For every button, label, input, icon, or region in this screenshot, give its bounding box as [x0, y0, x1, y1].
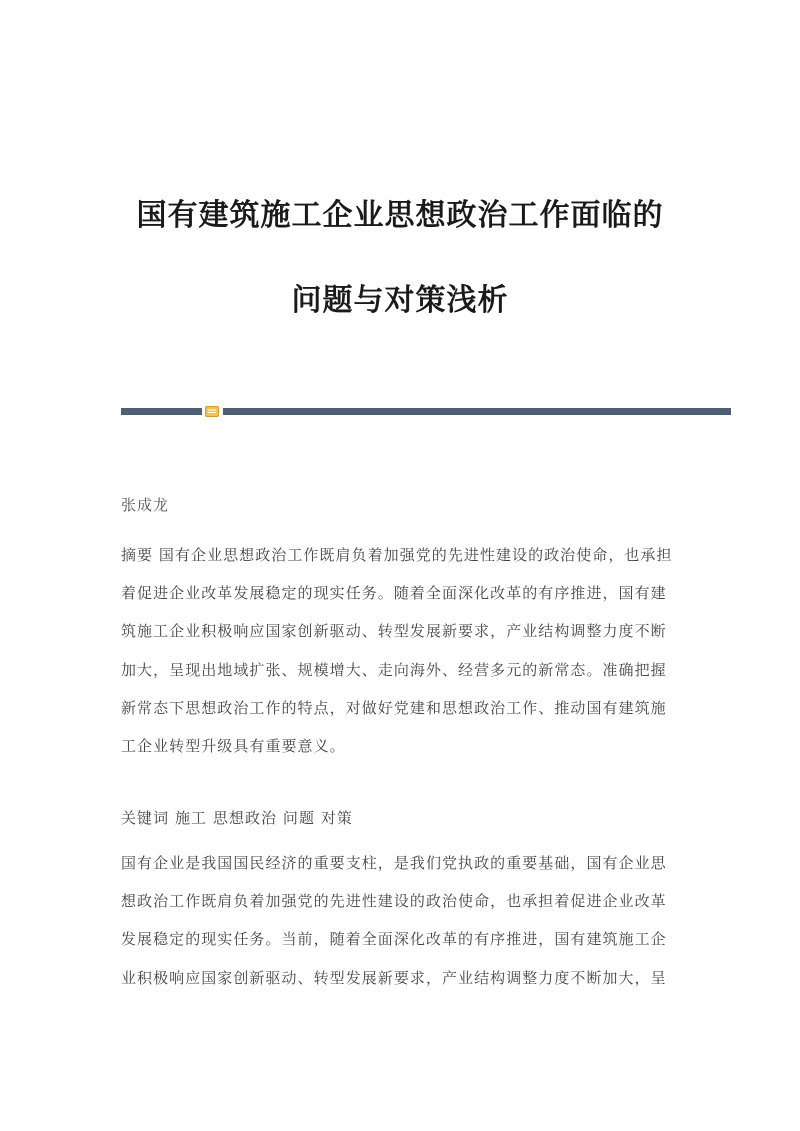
abstract-line: 筑施工企业积极响应国家创新驱动、转型发展新要求，产业结构调整力度不断: [121, 622, 667, 641]
body-line: 业积极响应国家创新驱动、转型发展新要求，产业结构调整力度不断加大，呈: [121, 968, 667, 987]
abstract-line: 着促进企业改革发展稳定的现实任务。随着全面深化改革的有序推进，国有建: [121, 584, 667, 603]
divider-right: [223, 408, 731, 415]
body-paragraph: [121, 844, 681, 997]
abstract-line: 摘要 国有企业思想政治工作既肩负着加强党的先进性建设的政治使命，也承担: [121, 546, 673, 564]
abstract-line: 工企业转型升级具有重要意义。: [121, 737, 346, 756]
document-title-line-2: 问题与对策浅析: [291, 283, 509, 318]
document-title-line-1: 国有建筑施工企业思想政治工作面临的: [136, 198, 664, 233]
body-line: 国有企业是我国国民经济的重要支柱，是我们党执政的重要基础，国有企业思: [121, 854, 667, 872]
divider-left: [121, 408, 202, 415]
keywords-line: 关键词 施工 思想政治 问题 对策: [121, 809, 353, 827]
body-line: 发展稳定的现实任务。当前，随着全面深化改革的有序推进，国有建筑施工企: [121, 930, 667, 949]
abstract-line: 加大，呈现出地域扩张、规模增大、走向海外、经营多元的新常态。准确把握: [121, 660, 667, 679]
author-name: 张成龙: [121, 496, 170, 514]
body-line: 想政治工作既肩负着加强党的先进性建设的政治使命，也承担着促进企业改革: [121, 892, 667, 911]
abstract-line: 新常态下思想政治工作的特点，对做好党建和思想政治工作、推动国有建筑施: [121, 698, 667, 717]
abstract-paragraph: [121, 536, 681, 765]
document-icon: [205, 406, 219, 417]
